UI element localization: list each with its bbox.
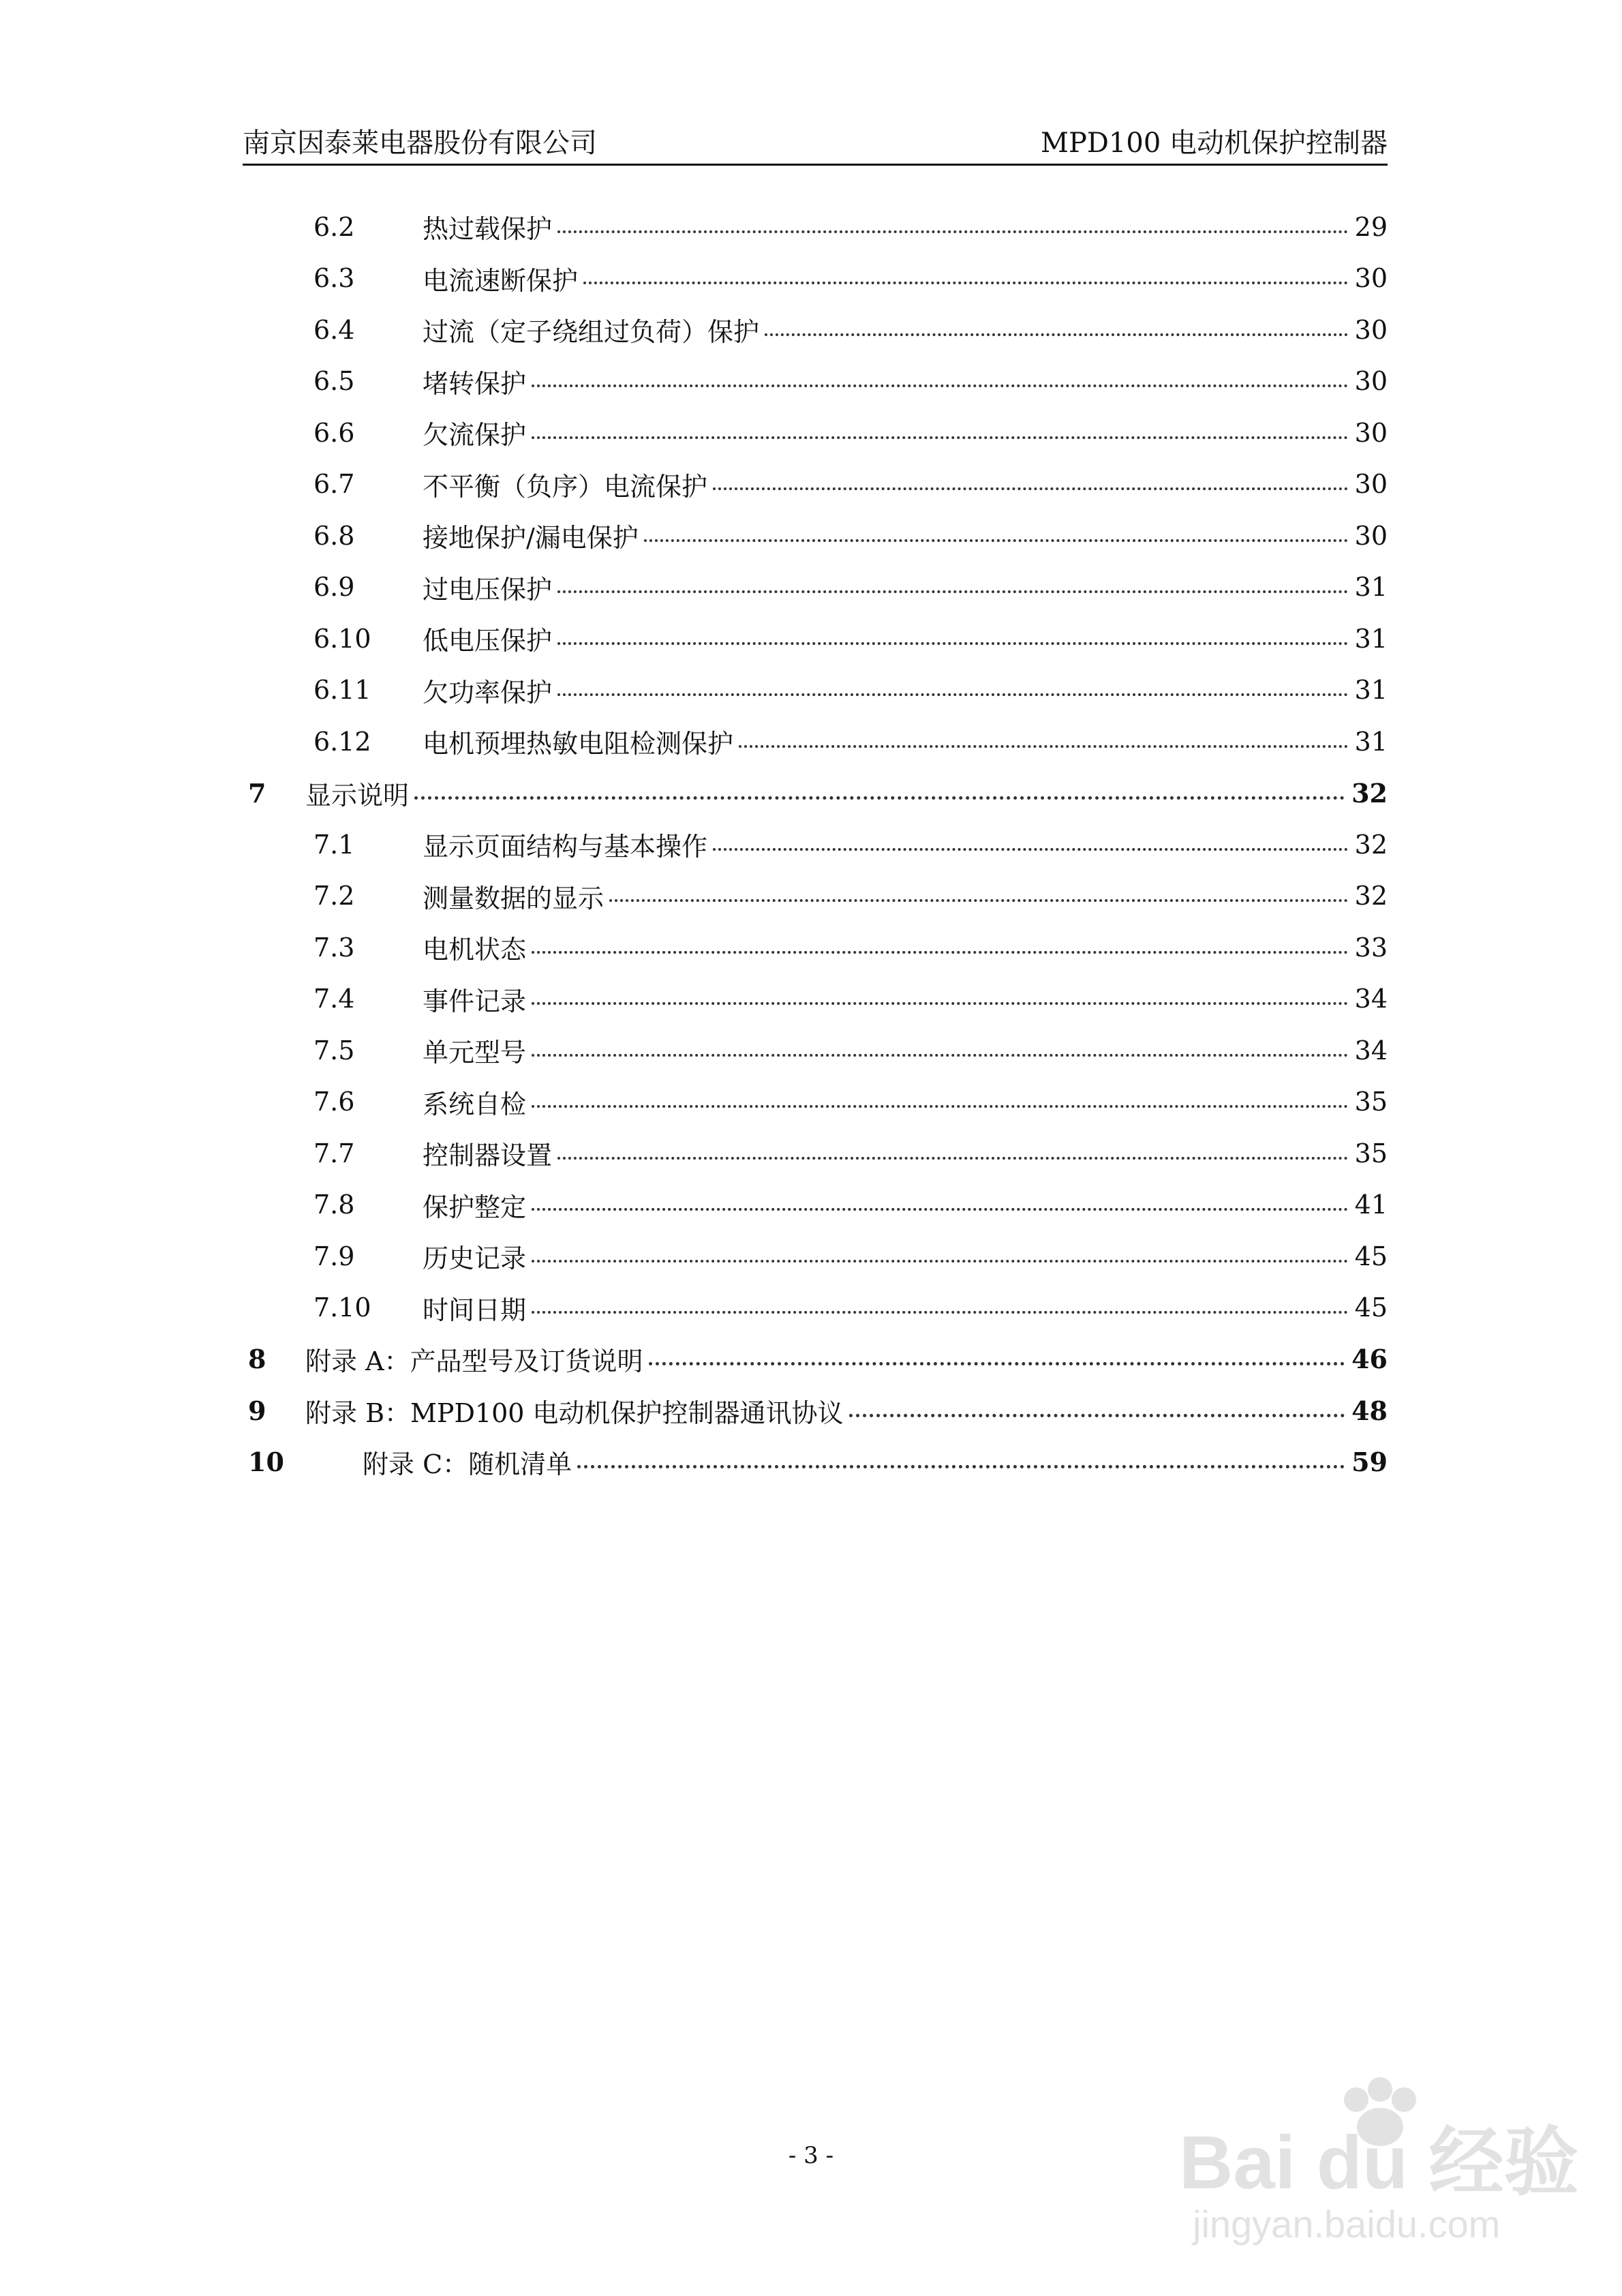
toc-entry-title: 显示页面结构与基本操作 xyxy=(423,826,710,863)
dot-leader xyxy=(713,487,1348,490)
toc-entry-title: 欠流保护 xyxy=(423,414,529,451)
toc-entry-page: 59 xyxy=(1349,1447,1388,1477)
watermark-logo-text: Bai du 经验 xyxy=(1179,2121,1579,2205)
toc-entry-page: 32 xyxy=(1352,881,1388,911)
toc-entry-number: 7.1 xyxy=(313,829,355,860)
toc-entry-title: 事件记录 xyxy=(423,980,529,1018)
toc-entry-title: 测量数据的显示 xyxy=(423,877,607,915)
toc-entry[interactable] xyxy=(243,973,1388,1025)
page-header xyxy=(243,113,1388,164)
toc-entry-number: 6.12 xyxy=(313,726,371,757)
toc-entry-number: 6.5 xyxy=(313,366,355,397)
toc-entry-number: 7.4 xyxy=(313,984,355,1014)
toc-entry-title: 附录 C：随机清单 xyxy=(363,1443,575,1481)
toc-entry[interactable] xyxy=(243,1385,1388,1437)
toc-entry-number: 6.7 xyxy=(313,469,355,500)
toc-entry-title: 保护整定 xyxy=(423,1186,529,1224)
dot-leader xyxy=(532,1311,1348,1314)
dot-leader xyxy=(583,282,1348,284)
toc-entry-page: 45 xyxy=(1352,1293,1388,1323)
toc-entry-page: 34 xyxy=(1352,1036,1388,1066)
toc-entry[interactable] xyxy=(243,356,1388,408)
toc-entry-number: 7.10 xyxy=(313,1293,371,1323)
toc-entry[interactable] xyxy=(243,665,1388,716)
toc-entry-number: 7.5 xyxy=(313,1035,355,1066)
dot-leader xyxy=(644,539,1348,542)
toc-entry[interactable] xyxy=(243,613,1388,665)
toc-entry-number: 7 xyxy=(248,777,266,809)
toc-entry-title: 时间日期 xyxy=(423,1289,529,1327)
toc-entry[interactable] xyxy=(243,768,1388,819)
baidu-jingyan-watermark xyxy=(1152,2059,1579,2250)
toc-entry-title: 欠功率保护 xyxy=(423,671,555,709)
toc-entry-number: 7.9 xyxy=(313,1241,355,1271)
toc-entry[interactable] xyxy=(243,1282,1388,1334)
dot-leader xyxy=(609,899,1348,902)
toc-entry[interactable] xyxy=(243,1230,1388,1282)
company-name: 南京因泰莱电器股份有限公司 xyxy=(243,127,597,159)
dot-leader xyxy=(532,951,1348,954)
toc-entry-title: 历史记录 xyxy=(423,1237,529,1275)
dot-leader xyxy=(765,333,1348,336)
toc-entry[interactable] xyxy=(243,871,1388,922)
product-name: MPD100 电动机保护控制器 xyxy=(1040,127,1388,159)
toc-entry[interactable] xyxy=(243,1128,1388,1179)
toc-entry[interactable] xyxy=(243,1025,1388,1076)
toc-entry-number: 10 xyxy=(248,1447,284,1478)
toc-entry-number: 6.10 xyxy=(313,623,371,654)
toc-entry-title: 过电压保护 xyxy=(423,569,555,606)
toc-entry-number: 9 xyxy=(248,1395,266,1426)
dot-leader xyxy=(414,796,1345,800)
toc-entry-page: 30 xyxy=(1352,521,1388,551)
toc-entry[interactable] xyxy=(243,1179,1388,1231)
dot-leader xyxy=(649,1362,1345,1365)
dot-leader xyxy=(532,1002,1348,1005)
toc-entry-page: 30 xyxy=(1352,418,1388,448)
toc-entry[interactable] xyxy=(243,510,1388,562)
header-divider xyxy=(243,164,1388,166)
toc-entry-page: 32 xyxy=(1349,778,1388,809)
toc-entry-number: 7.3 xyxy=(313,932,355,963)
dot-leader xyxy=(557,230,1348,233)
toc-entry-number: 7.2 xyxy=(313,881,355,911)
toc-entry-number: 6.6 xyxy=(313,417,355,448)
toc-entry[interactable] xyxy=(243,253,1388,305)
toc-entry-title: 过流（定子绕组过负荷）保护 xyxy=(423,311,762,348)
toc-entry-number: 7.7 xyxy=(313,1138,355,1168)
toc-entry-title: 低电压保护 xyxy=(423,620,555,657)
toc-entry-page: 30 xyxy=(1352,315,1388,345)
dot-leader xyxy=(577,1465,1345,1468)
toc-entry-title: 附录 B：MPD100 电动机保护控制器通讯协议 xyxy=(305,1392,846,1430)
table-of-contents xyxy=(243,201,1388,1488)
toc-entry-title: 电流速断保护 xyxy=(423,260,581,297)
toc-entry-page: 31 xyxy=(1352,727,1388,757)
dot-leader xyxy=(557,642,1348,645)
toc-entry-number: 6.2 xyxy=(313,211,355,242)
dot-leader xyxy=(532,384,1348,387)
toc-entry[interactable] xyxy=(243,716,1388,768)
toc-entry-page: 31 xyxy=(1352,675,1388,705)
toc-entry-title: 接地保护/漏电保护 xyxy=(423,517,641,554)
toc-entry-page: 32 xyxy=(1352,830,1388,860)
toc-entry-number: 7.8 xyxy=(313,1190,355,1220)
toc-entry-number: 8 xyxy=(248,1344,266,1375)
toc-entry-title: 电机状态 xyxy=(423,928,529,966)
toc-entry-number: 6.11 xyxy=(313,675,371,706)
dot-leader xyxy=(849,1414,1345,1417)
dot-leader xyxy=(532,436,1348,439)
dot-leader xyxy=(557,693,1348,696)
toc-entry-page: 30 xyxy=(1352,366,1388,396)
dot-leader xyxy=(557,590,1348,593)
toc-entry-title: 堵转保护 xyxy=(423,363,529,400)
toc-entry-title: 热过载保护 xyxy=(423,208,555,245)
toc-entry-title: 系统自检 xyxy=(423,1083,529,1121)
dot-leader xyxy=(532,1208,1348,1211)
dot-leader xyxy=(557,1157,1348,1160)
toc-entry[interactable] xyxy=(243,201,1388,253)
toc-entry[interactable] xyxy=(243,407,1388,459)
toc-entry-title: 附录 A：产品型号及订货说明 xyxy=(305,1340,646,1378)
toc-entry-page: 33 xyxy=(1352,933,1388,963)
dot-leader xyxy=(532,1105,1348,1108)
toc-entry-page: 46 xyxy=(1349,1344,1388,1374)
toc-entry[interactable] xyxy=(243,304,1388,356)
toc-entry-title: 单元型号 xyxy=(423,1031,529,1069)
toc-entry-page: 31 xyxy=(1352,572,1388,602)
dot-leader xyxy=(713,848,1348,851)
dot-leader xyxy=(532,1260,1348,1263)
dot-leader xyxy=(532,1054,1348,1057)
toc-entry[interactable] xyxy=(243,1333,1388,1385)
toc-entry[interactable] xyxy=(243,1076,1388,1128)
toc-entry-title: 显示说明 xyxy=(305,774,412,812)
toc-entry[interactable] xyxy=(243,922,1388,973)
toc-entry[interactable] xyxy=(243,459,1388,511)
toc-entry[interactable] xyxy=(243,1436,1388,1488)
toc-entry-title: 不平衡（负序）电流保护 xyxy=(423,466,710,503)
toc-entry-number: 6.3 xyxy=(313,263,355,294)
toc-entry-page: 30 xyxy=(1352,263,1388,293)
toc-entry-page: 41 xyxy=(1352,1190,1388,1220)
toc-entry-number: 7.6 xyxy=(313,1087,355,1117)
toc-entry-page: 35 xyxy=(1352,1138,1388,1168)
toc-entry-page: 34 xyxy=(1352,984,1388,1014)
toc-entry-page: 29 xyxy=(1352,212,1388,242)
toc-entry-number: 6.4 xyxy=(313,314,355,345)
toc-entry-page: 35 xyxy=(1352,1087,1388,1117)
toc-entry-page: 31 xyxy=(1352,624,1388,654)
toc-entry-number: 6.9 xyxy=(313,572,355,603)
toc-entry-number: 6.8 xyxy=(313,520,355,551)
watermark-url-text: jingyan.baidu.com xyxy=(1193,2203,1501,2246)
toc-entry-page: 30 xyxy=(1352,469,1388,499)
paw-icon xyxy=(1344,2087,1368,2112)
toc-entry-title: 控制器设置 xyxy=(423,1134,555,1172)
toc-entry-page: 45 xyxy=(1352,1241,1388,1271)
page-number: - 3 - xyxy=(788,2142,834,2169)
toc-entry[interactable] xyxy=(243,562,1388,614)
toc-entry[interactable] xyxy=(243,819,1388,871)
toc-entry-title: 电机预埋热敏电阻检测保护 xyxy=(423,723,736,760)
dot-leader xyxy=(739,745,1348,748)
toc-entry-page: 48 xyxy=(1349,1395,1388,1426)
